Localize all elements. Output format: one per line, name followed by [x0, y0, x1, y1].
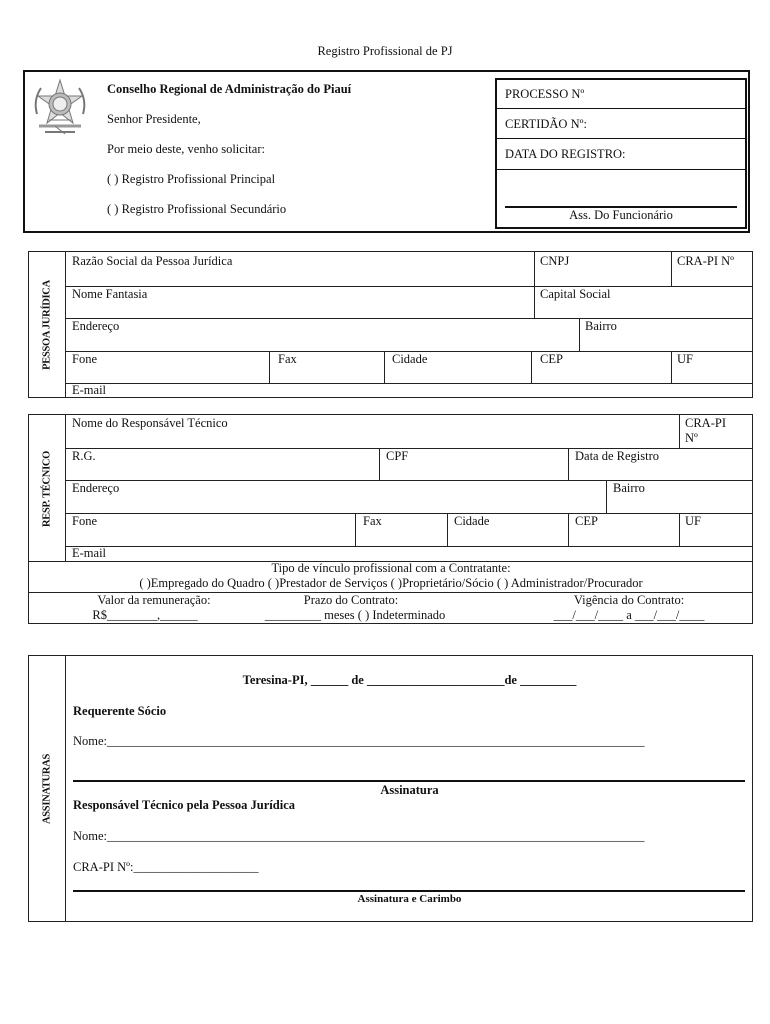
rt-endereco-field[interactable]: Endereço	[72, 481, 120, 495]
vinculo-options[interactable]: ( )Empregado do Quadro ( )Prestador de Serviços ( )Proprietário/Sócio ( ) Administrador/Procurador	[139, 576, 643, 590]
rt-email-field[interactable]: E-mail	[72, 546, 107, 560]
processo-box	[495, 78, 747, 229]
cnpj-field[interactable]: CNPJ	[540, 254, 570, 268]
nome-requerente-field[interactable]: Nome:______________________________________________________________________________________	[73, 734, 645, 748]
prazo-value[interactable]: _________ meses ( ) Indeterminado	[264, 608, 446, 622]
assinaturas-section	[28, 655, 753, 922]
ass-side-label: ASSINATURAS	[41, 753, 53, 824]
assinatura-carimbo-label: Assinatura e Carimbo	[357, 893, 462, 905]
ass-side-label-cell	[29, 656, 66, 921]
coat-of-arms-icon	[29, 76, 91, 138]
rt-cep-field[interactable]: CEP	[575, 514, 598, 528]
option-principal[interactable]: ( ) Registro Profissional Principal	[107, 172, 276, 186]
rt-cpf-field[interactable]: CPF	[386, 449, 409, 463]
rt-cidade-field[interactable]: Cidade	[454, 514, 490, 528]
resp-tecnico-label: Responsável Técnico pela Pessoa Jurídica	[73, 798, 295, 812]
certidao-field[interactable]: CERTIDÃO Nº:	[497, 109, 745, 139]
page-title: Registro Profissional de PJ	[317, 44, 453, 58]
cidade-field[interactable]: Cidade	[392, 352, 428, 366]
vigencia-label: Vigência do Contrato:	[573, 593, 685, 607]
rt-nome-field[interactable]: Nome do Responsável Técnico	[72, 416, 228, 430]
uf-field[interactable]: UF	[677, 352, 693, 366]
pj-side-label: PESSOA JURÍDICA	[41, 279, 53, 370]
rt-uf-field[interactable]: UF	[685, 514, 701, 528]
rt-fax-field[interactable]: Fax	[363, 514, 382, 528]
rt-cra-pi-label[interactable]: CRA-PI	[685, 416, 726, 430]
nome-resp-tecnico-field[interactable]: Nome:______________________________________________________________________________________	[73, 829, 645, 843]
pessoa-juridica-section	[28, 251, 753, 398]
prazo-label: Prazo do Contrato:	[303, 593, 399, 607]
cra-pi-field[interactable]: CRA-PI Nº:____________________	[73, 860, 259, 874]
local-data-line[interactable]: Teresina-PI, ______ de ______________________de _________	[242, 673, 577, 687]
email-field[interactable]: E-mail	[72, 383, 107, 397]
bairro-field[interactable]: Bairro	[585, 319, 617, 333]
vigencia-value[interactable]: ___/___/____ a ___/___/____	[553, 608, 705, 622]
remuneracao-label: Valor da remuneração:	[97, 593, 211, 607]
rt-side-label: RESP. TÉCNICO	[41, 450, 53, 527]
requerente-label: Requerente Sócio	[73, 704, 167, 718]
greeting: Senhor Presidente,	[107, 112, 201, 126]
cra-pi-field[interactable]: CRA-PI Nº	[677, 254, 735, 268]
nome-fantasia-field[interactable]: Nome Fantasia	[72, 287, 148, 301]
data-registro-field[interactable]: DATA DO REGISTRO:	[497, 139, 745, 170]
rt-data-registro-field[interactable]: Data de Registro	[575, 449, 660, 463]
assinatura-line	[73, 780, 745, 782]
fax-field[interactable]: Fax	[278, 352, 297, 366]
rt-cra-pi-no: Nº	[685, 431, 698, 445]
endereco-field[interactable]: Endereço	[72, 319, 120, 333]
header-block	[23, 70, 750, 233]
pj-side-label-cell	[29, 252, 66, 397]
resp-tecnico-section	[28, 414, 753, 624]
fone-field[interactable]: Fone	[72, 352, 97, 366]
rt-rg-field[interactable]: R.G.	[72, 449, 96, 463]
vinculo-title: Tipo de vínculo profissional com a Contratante:	[271, 561, 511, 575]
org-name: Conselho Regional de Administração do Piauí	[107, 82, 352, 96]
processo-field[interactable]: PROCESSO Nº	[497, 80, 745, 109]
assinatura-label: Assinatura	[380, 783, 439, 797]
remuneracao-value[interactable]: R$________,______	[92, 608, 198, 622]
rt-side-label-cell	[29, 415, 66, 562]
option-secundario[interactable]: ( ) Registro Profissional Secundário	[107, 202, 287, 216]
cep-field[interactable]: CEP	[540, 352, 563, 366]
ass-funcionario-label: Ass. Do Funcionário	[569, 208, 673, 222]
capital-social-field[interactable]: Capital Social	[540, 287, 611, 301]
rt-fone-field[interactable]: Fone	[72, 514, 97, 528]
assinatura-carimbo-line	[73, 890, 745, 892]
rt-bairro-field[interactable]: Bairro	[613, 481, 645, 495]
razao-social-field[interactable]: Razão Social da Pessoa Jurídica	[72, 254, 233, 268]
request-text: Por meio deste, venho solicitar:	[107, 142, 265, 156]
